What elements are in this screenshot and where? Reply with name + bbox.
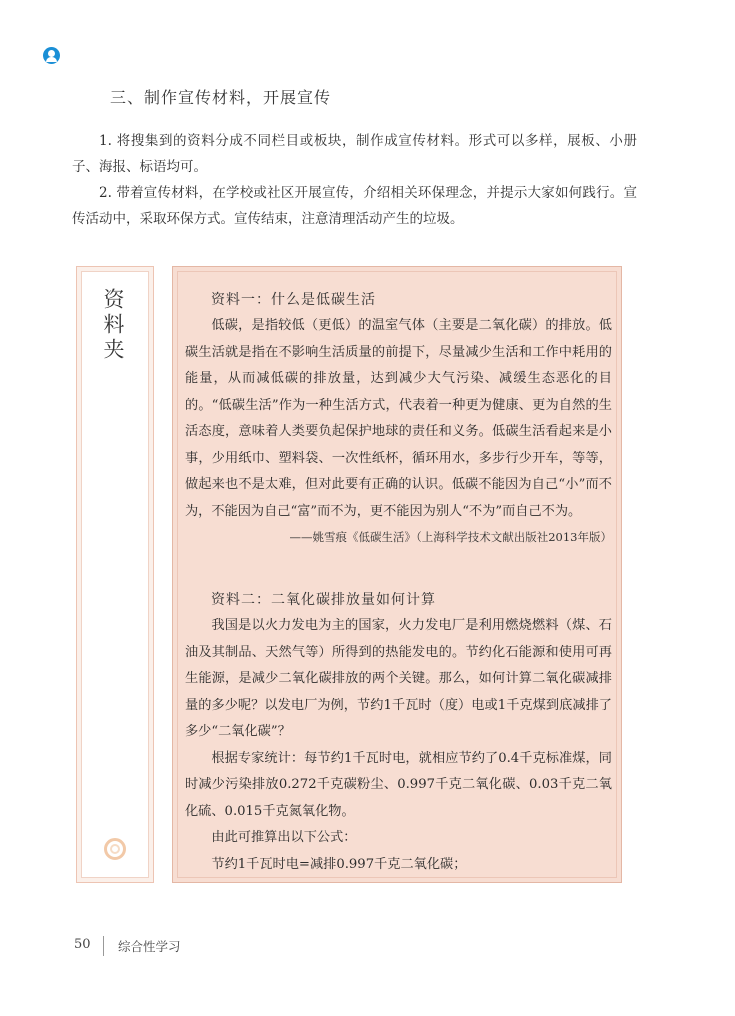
page-number: 50 [74, 937, 91, 952]
section-title: 三、制作宣传材料，开展宣传 [110, 88, 332, 107]
book-title: 综合性学习 [118, 939, 181, 954]
material-one-paragraph: 低碳，是指较低（更低）的温室气体（主要是二氧化碳）的排放。低碳生活就是指在不影响生活质量的前提下，尽量减少生活和工作中耗用的能量，从而减低碳的排放量，达到减少大气污染、减缓生态恶化的目的。“低碳生活”作为一种生活方式，代表着一种更为健康、更为自然的生活态度，意味着人类要负起保护地球的责任和义务。低碳生活看起来是小事，少用纸巾、塑料袋、一次性纸杯，循环用水，多步行少开车，等等，做起来也不是太难，但对此要有正确的认识。低碳不能因为自己“小”而不为，不能因为自己“富”而不为，更不能因为别人“不为”而自己不为。 [185, 318, 612, 519]
material-two-paragraph-3: 由此可推算出以下公式： [211, 830, 357, 845]
materials-content [185, 283, 612, 878]
material-two-formula: 节约1千瓦时电=减排0.997千克二氧化碳； [211, 856, 467, 872]
material-two-title: 资料二：二氧化碳排放量如何计算 [211, 592, 436, 608]
resource-folder-label: 资料夹 [101, 288, 125, 363]
material-one-source: ——姚雪痕《低碳生活》（上海科学技术文献出版社2013年版） [289, 530, 612, 544]
material-two-paragraph-2: 根据专家统计：每节约1千瓦时电，就相应节约了0.4千克标准煤，同时减少污染排放0.272千克碳粉尘、0.997千克二氧化碳、0.03千克二氧化硫、0.015千克氮氧化物。 [185, 750, 612, 819]
material-two-paragraph-1: 我国是以火力发电为主的国家，火力发电厂是利用燃烧燃料（煤、石油及其制品、天然气等）所得到的热能发电的。节约化石能源和使用可再生能源，是减少二氧化碳排放的两个关键。那么，如何计算二氧化碳减排量的多少呢？以发电厂为例，节约1千瓦时（度）电或1千克煤到底减排了多少“二氧化碳”？ [185, 618, 612, 739]
intro-paragraph-2: 2. 带着宣传材料，在学校或社区开展宣传，介绍相关环保理念，并提示大家如何践行。宣传活动中，采取环保方式。宣传结束，注意清理活动产生的垃圾。 [72, 185, 637, 227]
user-badge-icon [43, 47, 60, 64]
ring-icon [104, 838, 126, 860]
footer-divider [103, 936, 104, 956]
material-one-title: 资料一：什么是低碳生活 [211, 292, 376, 308]
intro-paragraph-1: 1. 将搜集到的资料分成不同栏目或板块，制作成宣传材料。形式可以多样，展板、小册子、海报、标语均可。 [72, 133, 637, 175]
